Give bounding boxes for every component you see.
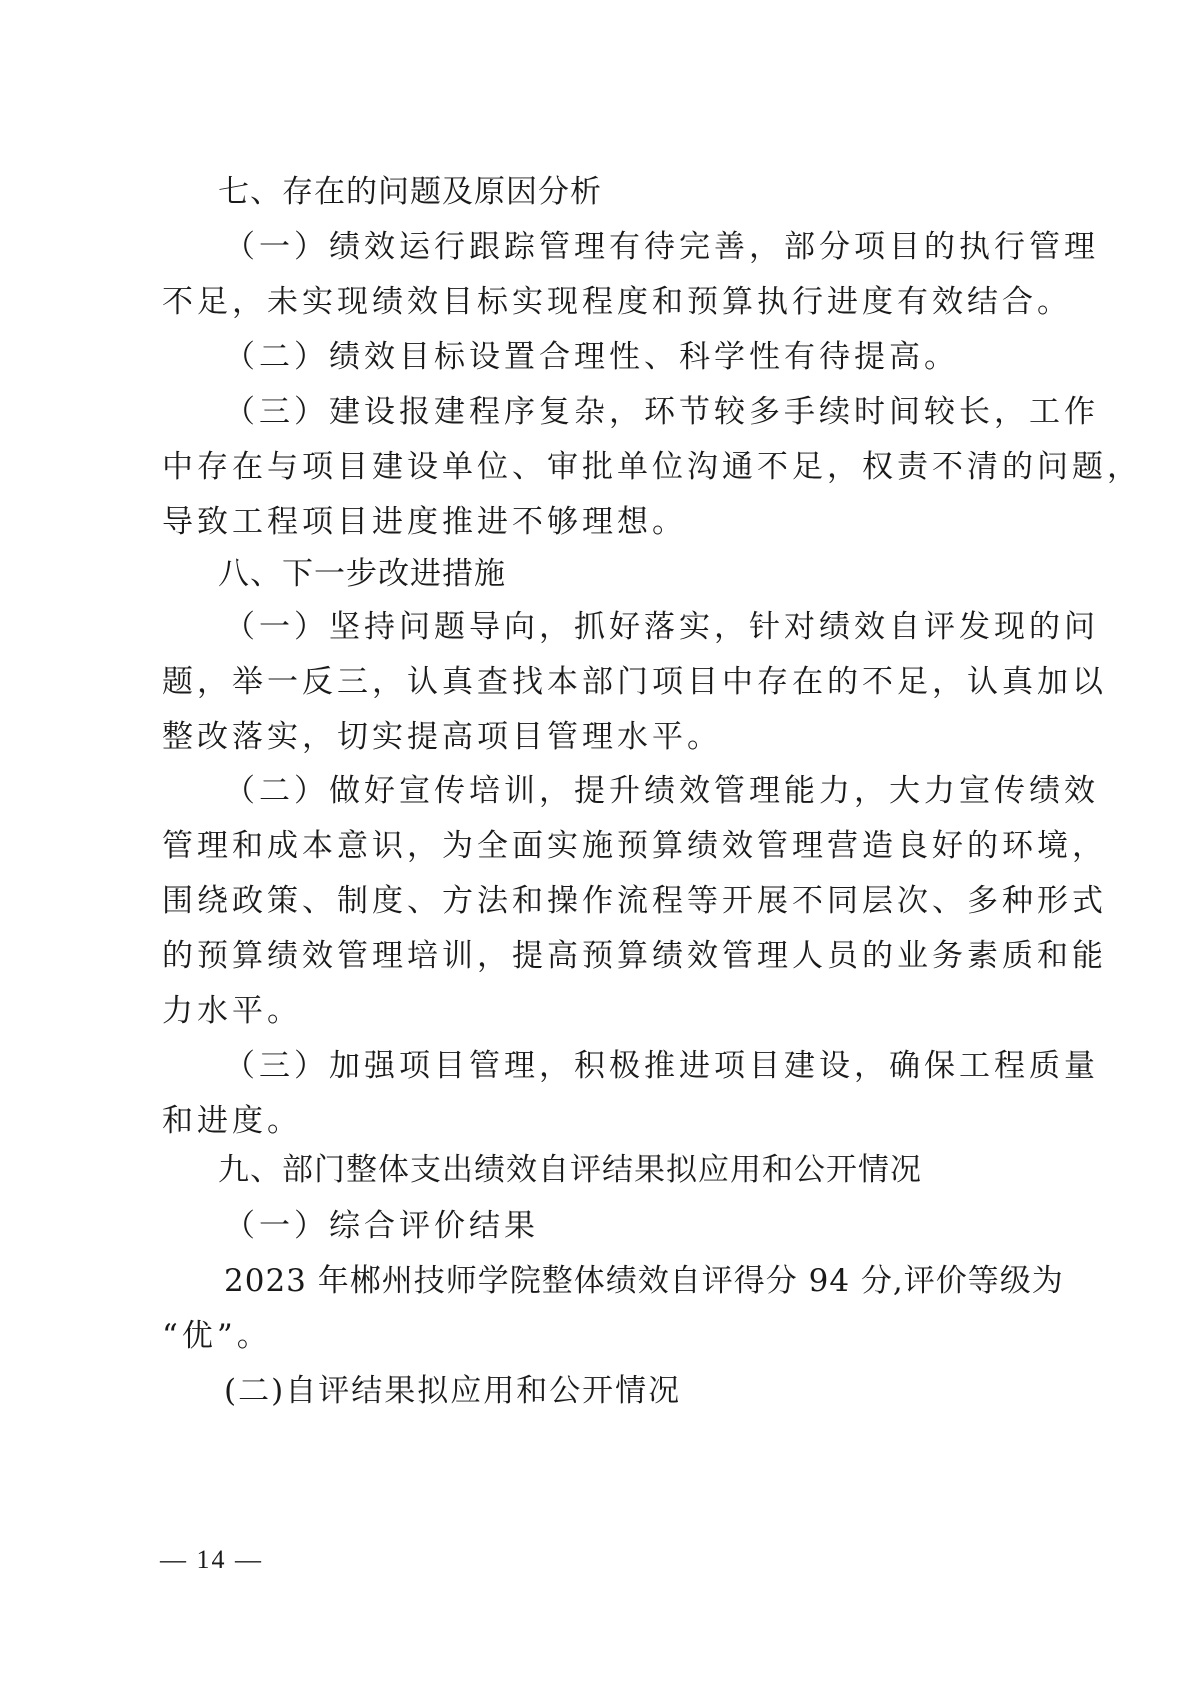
subheading-line: （一）综合评价结果 — [224, 1208, 539, 1244]
section-heading-7: 七、存在的问题及原因分析 — [218, 174, 602, 210]
paragraph-line: （一）绩效运行跟踪管理有待完善，部分项目的执行管理 — [224, 229, 1099, 265]
paragraph-line: （二）做好宣传培训，提升绩效管理能力，大力宣传绩效 — [224, 773, 1099, 809]
paragraph-line: （二）绩效目标设置合理性、科学性有待提高。 — [224, 339, 959, 375]
paragraph-line: 中存在与项目建设单位、审批单位沟通不足，权责不清的问题， — [162, 449, 1142, 485]
paragraph-line: 导致工程项目进度推进不够理想。 — [162, 504, 687, 540]
paragraph-line: 管理和成本意识，为全面实施预算绩效管理营造良好的环境， — [162, 828, 1107, 864]
paragraph-line: 题，举一反三，认真查找本部门项目中存在的不足，认真加以 — [162, 664, 1107, 700]
paragraph-line: 力水平。 — [162, 993, 302, 1029]
paragraph-line: 不足，未实现绩效目标实现程度和预算执行进度有效结合。 — [162, 284, 1072, 320]
result-line: “优”。 — [162, 1318, 272, 1354]
paragraph-line: 围绕政策、制度、方法和操作流程等开展不同层次、多种形式 — [162, 883, 1107, 919]
subheading-line: (二)自评结果拟应用和公开情况 — [224, 1373, 682, 1409]
section-heading-9: 九、部门整体支出绩效自评结果拟应用和公开情况 — [218, 1152, 922, 1188]
page-number: — 14 — — [160, 1545, 263, 1574]
paragraph-line: 和进度。 — [162, 1103, 302, 1139]
paragraph-line: （三）建设报建程序复杂，环节较多手续时间较长，工作 — [224, 394, 1099, 430]
paragraph-line: 整改落实，切实提高项目管理水平。 — [162, 719, 722, 755]
result-line: 2023 年郴州技师学院整体绩效自评得分 94 分,评价等级为 — [224, 1263, 1064, 1299]
paragraph-line: （三）加强项目管理，积极推进项目建设，确保工程质量 — [224, 1048, 1099, 1084]
paragraph-line: 的预算绩效管理培训，提高预算绩效管理人员的业务素质和能 — [162, 938, 1107, 974]
paragraph-line: （一）坚持问题导向，抓好落实，针对绩效自评发现的问 — [224, 609, 1099, 645]
section-heading-8: 八、下一步改进措施 — [218, 556, 506, 592]
